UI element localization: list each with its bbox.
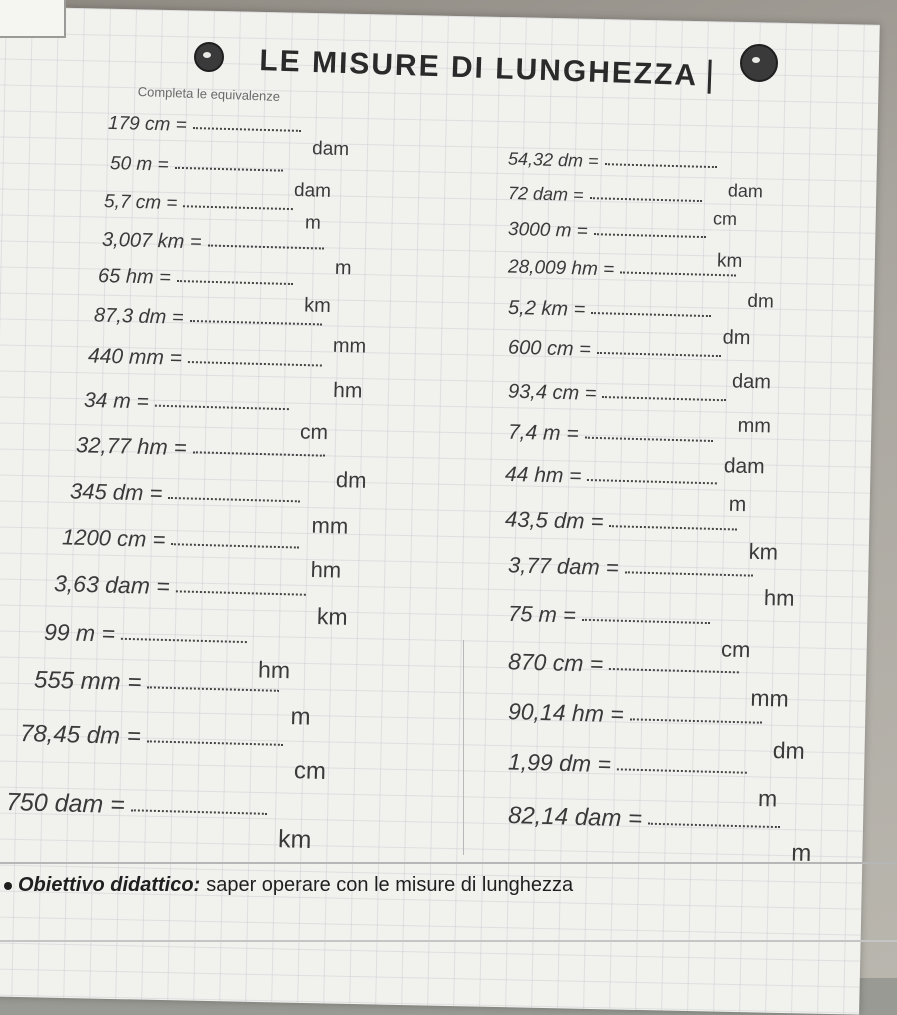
divider-line	[0, 940, 897, 942]
target-unit: dam	[727, 180, 764, 202]
answer-blank[interactable]	[176, 590, 306, 595]
answer-blank[interactable]	[171, 543, 299, 548]
target-unit: mm	[737, 414, 772, 438]
answer-blank[interactable]	[582, 619, 710, 624]
answer-blank[interactable]	[587, 479, 717, 484]
answer-blank[interactable]	[155, 405, 289, 411]
exercise-expression: 78,45 dm =	[19, 719, 142, 751]
exercise-expression: 90,14 hm =	[507, 698, 625, 728]
exercise-expression: 43,5 dm =	[504, 506, 604, 534]
answer-blank[interactable]	[147, 740, 283, 746]
target-unit: km	[277, 825, 312, 854]
answer-blank[interactable]	[589, 197, 701, 202]
exercise-expression: 5,2 km =	[507, 296, 586, 321]
target-unit: mm	[311, 512, 349, 539]
column-divider	[463, 640, 464, 855]
target-unit: cm	[712, 208, 738, 229]
worksheet-header	[137, 36, 730, 106]
exercise-expression: 75 m =	[507, 600, 577, 628]
answer-blank[interactable]	[131, 809, 267, 815]
objective-text: saper operare con le misure di lunghezza	[206, 874, 574, 896]
answer-blank[interactable]	[188, 361, 322, 367]
exercise-expression: 32,77 hm =	[75, 432, 188, 461]
exercise-expression: 3,77 dam =	[507, 552, 620, 581]
answer-blank[interactable]	[597, 352, 721, 357]
target-unit: hm	[257, 656, 291, 684]
target-unit: mm	[332, 334, 367, 358]
corner-box	[0, 0, 66, 38]
target-unit: cm	[720, 636, 751, 663]
page-title: LE MISURE DI LUNGHEZZA	[259, 44, 712, 94]
answer-blank[interactable]	[604, 163, 716, 168]
answer-blank[interactable]	[168, 497, 300, 502]
target-unit: mm	[750, 684, 790, 712]
divider-line	[0, 862, 897, 864]
target-unit: hm	[763, 584, 795, 611]
target-unit: cm	[293, 757, 327, 786]
answer-blank[interactable]	[625, 571, 753, 576]
target-unit: km	[748, 538, 779, 565]
target-unit: m	[757, 785, 778, 812]
exercise-expression: 28,009 hm =	[507, 256, 615, 281]
face-icon	[740, 44, 778, 82]
target-unit: hm	[332, 378, 363, 403]
answer-blank[interactable]	[175, 167, 283, 172]
exercise-expression: 3000 m =	[507, 218, 589, 243]
exercise-expression: 50 m =	[109, 153, 169, 176]
answer-blank[interactable]	[591, 312, 711, 317]
exercise-expression: 3,63 dam =	[53, 570, 171, 600]
exercise-expression: 34 m =	[83, 388, 150, 414]
exercise-expression: 179 cm =	[107, 112, 187, 136]
target-unit: dm	[747, 290, 775, 313]
exercise-expression: 3,007 km =	[101, 228, 202, 254]
exercise-expression: 1,99 dm =	[507, 748, 612, 778]
bullet-icon	[4, 882, 12, 890]
target-unit: dam	[723, 454, 766, 479]
answer-blank[interactable]	[189, 320, 321, 325]
answer-blank[interactable]	[585, 437, 713, 442]
face-icon	[194, 42, 224, 72]
target-unit: m	[290, 703, 311, 731]
exercise-expression: 600 cm =	[507, 336, 592, 361]
answer-blank[interactable]	[617, 768, 747, 773]
target-unit: dm	[772, 737, 806, 764]
exercise-expression: 870 cm =	[507, 648, 604, 677]
target-unit: dm	[335, 467, 367, 493]
objective-label: Obiettivo didattico:	[18, 874, 201, 896]
answer-blank[interactable]	[183, 205, 293, 210]
exercise-expression: 72 dam =	[507, 182, 584, 205]
target-unit: m	[728, 492, 747, 517]
answer-blank[interactable]	[648, 823, 780, 828]
target-unit: dm	[722, 326, 751, 350]
answer-blank[interactable]	[121, 638, 247, 643]
answer-blank[interactable]	[177, 280, 293, 285]
exercise-expression: 44 hm =	[504, 462, 582, 488]
answer-blank[interactable]	[609, 668, 739, 673]
target-unit: km	[303, 294, 332, 318]
answer-blank[interactable]	[193, 451, 325, 456]
exercise-expression: 7,4 m =	[507, 420, 579, 446]
exercise-expression: 440 mm =	[87, 344, 183, 370]
answer-blank[interactable]	[609, 525, 737, 530]
exercise-expression: 99 m =	[43, 618, 116, 647]
target-unit: m	[304, 212, 322, 234]
exercise-expression: 65 hm =	[97, 264, 172, 289]
target-unit: dam	[311, 138, 350, 161]
target-unit: km	[716, 250, 743, 273]
answer-blank[interactable]	[207, 244, 323, 249]
answer-blank[interactable]	[620, 271, 736, 276]
answer-blank[interactable]	[602, 396, 726, 401]
answer-blank[interactable]	[630, 718, 762, 723]
answer-blank[interactable]	[147, 686, 279, 691]
instructions: Completa le equivalenze	[137, 84, 281, 104]
target-unit: m	[790, 839, 812, 867]
exercise-expression: 82,14 dam =	[507, 802, 643, 833]
exercise-expression: 87,3 dm =	[93, 304, 184, 329]
target-unit: dam	[731, 370, 772, 394]
exercise-expression: 5,7 cm =	[103, 191, 178, 215]
exercise-expression: 93,4 cm =	[507, 380, 597, 405]
target-unit: m	[334, 256, 352, 280]
target-unit: dam	[293, 179, 332, 202]
learning-objective	[4, 874, 573, 897]
answer-blank[interactable]	[594, 233, 706, 238]
exercise-expression: 54,32 dm =	[507, 148, 599, 172]
exercise-expression: 1200 cm =	[61, 524, 166, 553]
target-unit: cm	[299, 420, 329, 445]
exercise-expression: 345 dm =	[69, 478, 163, 506]
answer-blank[interactable]	[193, 127, 301, 132]
exercise-expression: 750 dam =	[5, 787, 126, 820]
target-unit: hm	[310, 556, 342, 583]
target-unit: km	[316, 603, 349, 630]
exercise-expression: 555 mm =	[33, 666, 142, 697]
